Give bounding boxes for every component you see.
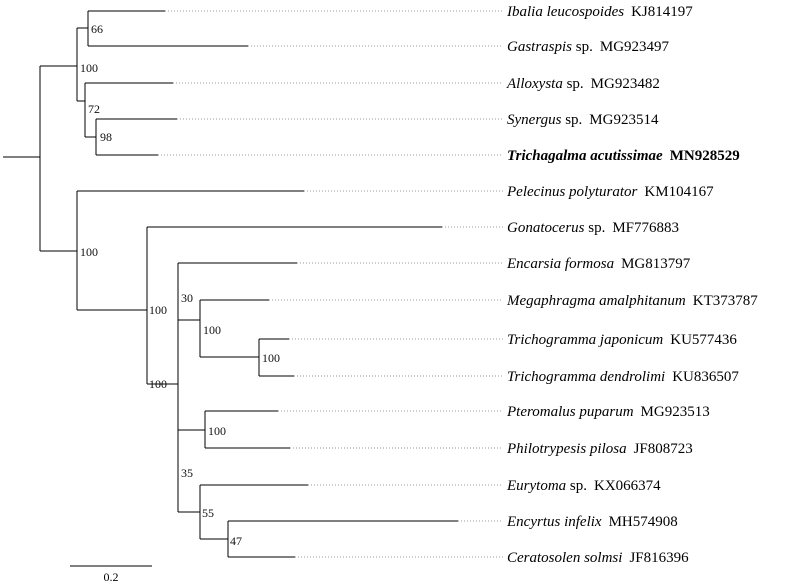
taxon-name: Trichagalma acutissimae [507,148,663,164]
taxon-name: Trichogramma japonicum [507,332,664,348]
accession-number: MG813797 [621,256,691,272]
accession-number: MG923514 [589,112,659,128]
accession-number: KJ814197 [631,4,693,20]
taxon-name: Philotrypesis pilosa [507,441,627,457]
taxon-labels [506,4,758,566]
taxon-name: Megaphragma amalphitanum [507,293,686,309]
accession-number: KX066374 [594,478,661,494]
taxon-name: Trichogramma dendrolimi [507,369,666,385]
accession-number: MG923497 [599,39,670,55]
support-value: 100 [149,303,167,317]
taxon-suffix: sp. [566,478,588,494]
support-values [80,22,280,548]
taxon-label [506,76,660,92]
support-value: 100 [262,351,280,365]
taxon-label [506,293,758,309]
support-value: 72 [88,102,100,116]
accession-number: MH574908 [608,514,678,530]
accession-number: JF816396 [629,550,689,566]
accession-number: KU577436 [670,332,737,348]
taxon-name: Ceratosolen solmsi [507,550,623,566]
support-value: 35 [181,466,193,480]
taxon-name: Gastraspis [507,39,573,55]
accession-number: JF808723 [633,441,693,457]
taxon-label [506,404,710,420]
support-value: 100 [149,377,167,391]
taxon-label [507,112,659,128]
taxon-suffix: sp. [584,220,606,236]
support-value: 47 [230,534,242,548]
taxon-label [507,220,679,236]
taxon-label-highlighted [507,148,740,164]
taxon-suffix: sp. [572,39,593,55]
taxon-label [506,184,714,200]
taxon-label [507,550,689,566]
taxon-label [507,39,670,55]
accession-number: MG923513 [640,404,710,420]
accession-number: MG923482 [590,76,660,92]
taxon-label [506,4,693,20]
taxon-name: Pteromalus puparum [507,404,634,420]
taxon-label [506,256,691,272]
taxon-name: Encyrtus infelix [507,514,602,530]
taxon-label [506,441,693,457]
taxon-name: Gonatocerus [507,220,585,236]
accession-number: MF776883 [612,220,680,236]
taxon-label [507,332,737,348]
taxon-name: Eurytoma [507,478,567,494]
taxon-name: Synergus [507,112,562,128]
support-value: 100 [80,245,98,259]
taxon-label [506,478,661,494]
taxon-label [507,369,739,385]
accession-number: MN928529 [669,148,740,164]
taxon-suffix: sp. [561,112,583,128]
taxon-suffix: sp. [562,76,584,92]
taxon-label [506,514,678,530]
taxon-name: Alloxysta [507,76,563,92]
support-value: 100 [203,323,221,337]
support-value: 100 [80,61,98,75]
scale-bar-label: 0.2 [103,570,119,584]
support-value: 66 [91,22,103,36]
support-value: 55 [202,506,214,520]
scale-bar [70,566,152,584]
support-value: 100 [208,424,226,438]
taxon-name: Encarsia formosa [507,256,615,272]
support-value: 98 [100,130,112,144]
taxon-name: Ibalia leucospoides [507,4,625,20]
accession-number: KT373787 [692,293,758,309]
accession-number: KM104167 [644,184,714,200]
support-value: 30 [181,291,193,305]
tip-guides [158,11,503,557]
accession-number: KU836507 [672,369,739,385]
taxon-name: Pelecinus polyturator [507,184,638,200]
